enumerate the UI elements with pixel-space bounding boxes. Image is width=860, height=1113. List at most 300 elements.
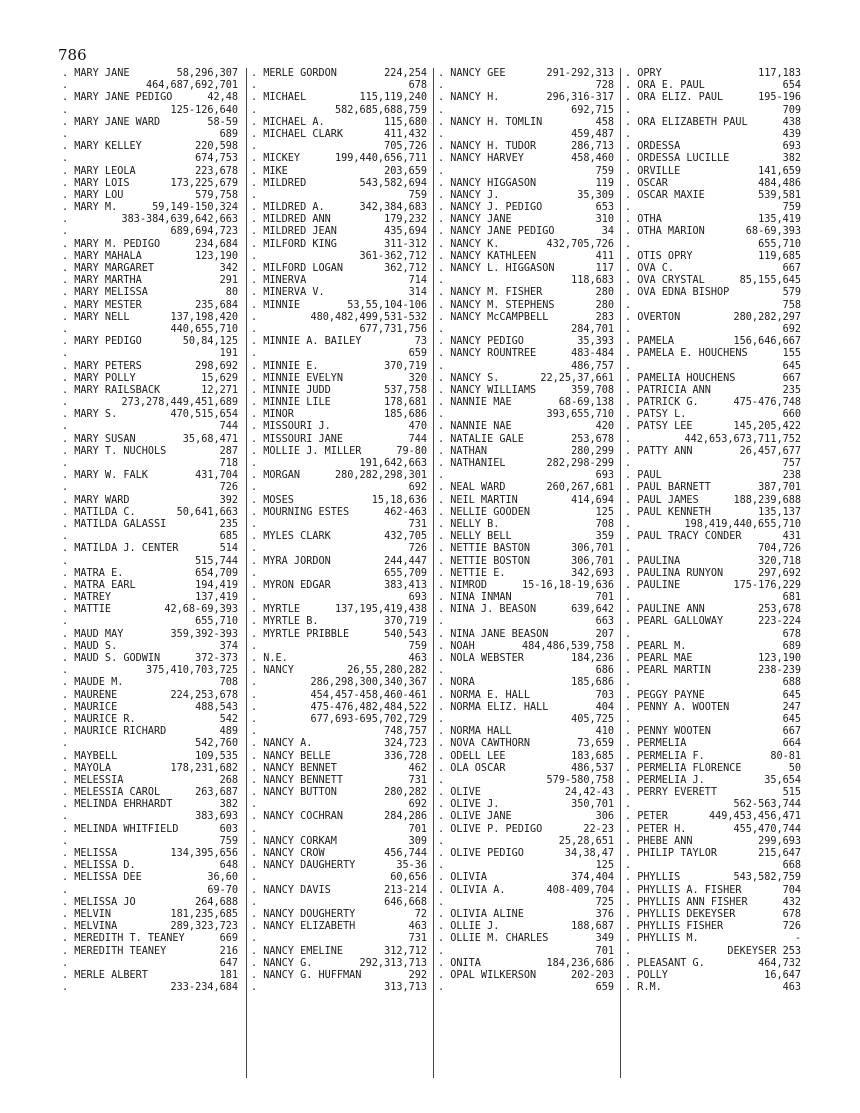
index-entry — [438, 141, 614, 153]
entry-name: . — [625, 299, 632, 311]
entry-name: . NORMA E. HALL — [438, 689, 531, 701]
entry-pages: 454,457-458,460-461 — [310, 689, 427, 701]
entry-name: . MAYOLA — [62, 762, 112, 774]
entry-pages: 677,693-695,702,729 — [310, 713, 427, 725]
entry-pages: 655,710 — [758, 238, 801, 250]
index-entry — [625, 653, 801, 665]
entry-name: . NANCY M. FISHER — [438, 287, 543, 299]
entry-pages: 692 — [408, 482, 427, 494]
index-entry — [438, 421, 614, 433]
entry-name: . OSCAR MAXIE — [625, 189, 705, 201]
index-entry — [62, 80, 238, 92]
entry-pages: 195-196 — [758, 92, 801, 104]
entry-name: . NANCY JANE — [438, 214, 512, 226]
index-entry — [438, 531, 614, 543]
entry-name: . — [62, 104, 69, 116]
entry-pages: 655,710 — [195, 616, 238, 628]
entry-name: . MELESSIA — [62, 774, 124, 786]
entry-name: . MELISSA DEE — [62, 872, 142, 884]
index-entry — [62, 92, 238, 104]
index-entry — [438, 482, 614, 494]
entry-pages: 442,653,673,711,752 — [684, 433, 801, 445]
entry-name: . — [625, 360, 632, 372]
entry-name: . MYRTLE PRIBBLE — [251, 628, 350, 640]
entry-name: . MICHAEL A. — [251, 116, 325, 128]
index-entry — [625, 68, 801, 80]
entry-pages: 50 — [788, 762, 801, 774]
entry-name: . — [251, 518, 258, 530]
entry-pages: 370,719 — [384, 616, 427, 628]
index-entry — [438, 153, 614, 165]
entry-name: . NATHANIEL — [438, 458, 506, 469]
entry-name: . ONITA — [438, 957, 481, 969]
entry-name: . — [62, 738, 69, 750]
entry-pages: 53,55,104-106 — [347, 299, 427, 311]
entry-pages: 273,278,449,451,689 — [121, 397, 238, 409]
entry-pages: 647 — [219, 957, 238, 969]
index-entry — [625, 263, 801, 275]
entry-pages: 759 — [595, 165, 614, 177]
entry-name: . — [251, 640, 258, 652]
entry-name: . NANCY BENNET — [251, 762, 337, 774]
entry-pages: 404 — [595, 701, 614, 713]
entry-name: . PETER — [625, 811, 668, 823]
entry-pages: 475-476,748 — [733, 397, 801, 409]
entry-pages: 645 — [782, 713, 801, 725]
entry-pages: 374,404 — [571, 872, 614, 884]
entry-pages: 115,680 — [384, 116, 427, 128]
entry-pages: 744 — [408, 433, 427, 445]
entry-name: . ORA E. PAUL — [625, 80, 705, 92]
entry-pages: 375,410,703,725 — [145, 665, 238, 677]
index-entry — [438, 580, 614, 592]
entry-pages: 709 — [782, 104, 801, 116]
entry-pages: 223-224 — [758, 616, 801, 628]
index-entry — [438, 629, 614, 641]
index-entry — [62, 166, 238, 178]
entry-pages: 324,723 — [384, 738, 427, 750]
entry-name: . NANCY HIGGASON — [438, 177, 537, 189]
entry-pages: 376 — [595, 908, 614, 920]
entry-pages: 117,183 — [758, 68, 801, 79]
entry-name: . NANCY S. — [438, 372, 500, 384]
entry-pages: 298,692 — [195, 360, 238, 372]
entry-pages: 432,705,726 — [546, 238, 614, 250]
entry-pages: 372-373 — [195, 653, 238, 664]
entry-name: . MAYBELL — [62, 750, 118, 762]
entry-pages: 235 — [782, 384, 801, 396]
entry-name: . — [438, 275, 445, 287]
entry-pages: 515 — [782, 787, 801, 799]
index-entry — [438, 946, 614, 958]
index-entry — [251, 824, 427, 836]
entry-name: . NANCY BUTTON — [251, 787, 337, 799]
index-entry — [438, 105, 614, 117]
entry-pages: 135,419 — [758, 214, 801, 226]
index-entry — [438, 361, 614, 373]
entry-name: . MELINDA WHITFIELD — [62, 823, 179, 835]
entry-name: . — [62, 616, 69, 628]
entry-pages: 191 — [219, 348, 238, 360]
entry-name: . PHYLLIS M. — [625, 933, 699, 945]
entry-name: . PAUL — [625, 470, 662, 482]
entry-pages: 194,419 — [195, 579, 238, 591]
entry-name: . NELLY BELL — [438, 531, 512, 543]
index-entry — [62, 336, 238, 348]
index-entry — [438, 885, 614, 897]
index-entry — [62, 507, 238, 519]
entry-name: . — [625, 543, 632, 555]
entry-name: . — [625, 860, 632, 872]
entry-name: . — [62, 531, 69, 543]
index-entry — [251, 300, 427, 312]
entry-name: . NOLA WEBSTER — [438, 653, 524, 664]
entry-pages: 653 — [595, 202, 614, 214]
entry-name: . NANCY H. — [438, 92, 500, 104]
entry-pages: 247 — [782, 701, 801, 713]
index-entry — [251, 361, 427, 373]
entry-pages: 178,681 — [384, 397, 427, 409]
index-entry — [62, 641, 238, 653]
index-entry — [251, 604, 427, 616]
index-entry — [62, 117, 238, 129]
index-entry — [625, 92, 801, 104]
entry-pages: 359,708 — [571, 384, 614, 396]
entry-pages: 59,149-150,324 — [152, 202, 238, 214]
entry-pages: 579 — [782, 287, 801, 299]
entry-pages: 306,701 — [571, 555, 614, 567]
entry-pages: 188,239,688 — [733, 494, 801, 506]
entry-pages: 73 — [414, 336, 427, 348]
entry-pages: 115,119,240 — [359, 92, 427, 104]
index-entry — [251, 872, 427, 884]
entry-name: . PERMELIA F. — [625, 750, 705, 762]
index-entry — [625, 726, 801, 738]
index-entry — [438, 166, 614, 178]
entry-name: . OLIVE P. PEDIGO — [438, 823, 543, 835]
entry-name: . MINNIE JUDD — [251, 384, 331, 396]
entry-pages: 216 — [219, 945, 238, 957]
index-entry — [625, 909, 801, 921]
entry-name: . — [625, 945, 632, 957]
entry-name: . MINNIE E. — [251, 360, 319, 372]
index-entry — [251, 214, 427, 226]
index-entry — [438, 848, 614, 860]
entry-pages: 692 — [782, 323, 801, 335]
index-entry — [438, 702, 614, 714]
entry-pages: 179,232 — [384, 214, 427, 226]
entry-pages: 26,55,280,282 — [347, 665, 427, 677]
index-entry — [625, 312, 801, 324]
entry-name: . MILFORD KING — [251, 238, 337, 250]
entry-name: . — [438, 860, 445, 872]
entry-pages: 73,659 — [577, 738, 614, 750]
index-entry — [625, 129, 801, 141]
entry-name: . OLA OSCAR — [438, 762, 506, 774]
entry-pages: 714 — [408, 275, 427, 287]
index-entry — [625, 970, 801, 982]
index-entry — [438, 92, 614, 104]
entry-pages: 253,678 — [571, 433, 614, 445]
index-entry — [251, 312, 427, 324]
index-entry — [251, 653, 427, 665]
index-entry — [251, 105, 427, 117]
index-entry — [62, 738, 238, 750]
entry-pages: 253,678 — [758, 604, 801, 616]
entry-pages: 480,482,499,531-532 — [310, 311, 427, 323]
entry-pages: 470,515,654 — [170, 409, 238, 421]
entry-pages: 731 — [408, 518, 427, 530]
index-entry — [62, 239, 238, 251]
index-entry — [438, 226, 614, 238]
entry-pages: 374 — [219, 640, 238, 652]
entry-pages: 198,419,440,655,710 — [684, 518, 801, 530]
entry-name: . — [251, 104, 258, 116]
entry-name: . PAUL KENNETH — [625, 506, 711, 518]
entry-name: . MARY POLLY — [62, 372, 136, 384]
entry-name: . MARY JANE — [62, 68, 130, 79]
index-entry — [625, 287, 801, 299]
entry-pages: 562-563,744 — [733, 799, 801, 811]
entry-pages: 489 — [219, 726, 238, 738]
index-entry — [62, 153, 238, 165]
entry-name: . OPAL WILKERSON — [438, 969, 537, 981]
index-entry — [251, 677, 427, 689]
entry-name: . MARY MARGARET — [62, 263, 155, 274]
entry-name: . MARY MELISSA — [62, 287, 148, 299]
entry-pages: 359,392-393 — [170, 628, 238, 640]
entry-name: . N.E. — [251, 653, 288, 664]
entry-name: . MELVIN — [62, 908, 112, 920]
entry-pages: 181,235,685 — [170, 908, 238, 920]
index-entry — [251, 385, 427, 397]
entry-name: . MAURICE RICHARD — [62, 726, 167, 738]
entry-name: . MOURNING ESTES — [251, 506, 350, 518]
index-entry — [438, 958, 614, 970]
entry-pages: 681 — [782, 592, 801, 604]
index-entry — [438, 568, 614, 580]
index-entry — [625, 458, 801, 470]
entry-name: . NETTIE BOSTON — [438, 555, 531, 567]
entry-name: . MELESSIA CAROL — [62, 787, 161, 799]
entry-pages: 235,684 — [195, 299, 238, 311]
entry-pages: 137,419 — [195, 592, 238, 604]
index-entry — [62, 714, 238, 726]
entry-pages: 224,253,678 — [170, 689, 238, 701]
entry-pages: 659 — [408, 348, 427, 360]
entry-name: . MYRON EDGAR — [251, 579, 331, 591]
entry-pages: 701 — [595, 945, 614, 957]
index-entry — [438, 507, 614, 519]
index-entry — [625, 385, 801, 397]
entry-name: . PAUL BARNETT — [625, 482, 711, 494]
entry-pages: 280,299 — [571, 445, 614, 457]
entry-pages: 674,753 — [195, 153, 238, 165]
entry-pages: 280 — [595, 287, 614, 299]
entry-name: . — [625, 458, 632, 469]
entry-name: . — [251, 543, 258, 555]
index-entry — [625, 604, 801, 616]
entry-pages: 58,296,307 — [176, 68, 238, 79]
entry-pages: 359 — [595, 531, 614, 543]
entry-pages: 463 — [782, 982, 801, 994]
index-entry — [438, 897, 614, 909]
entry-name: . — [625, 799, 632, 811]
index-entry — [625, 495, 801, 507]
entry-pages: 689 — [782, 640, 801, 652]
entry-name: . — [251, 323, 258, 335]
entry-name: . — [251, 982, 258, 994]
index-entry — [251, 507, 427, 519]
entry-name: . NANCY CORKAM — [251, 835, 337, 847]
entry-name: . PATRICK G. — [625, 397, 699, 409]
entry-name: . MARY M. — [62, 202, 118, 214]
entry-name: . — [438, 104, 445, 116]
entry-name: . — [625, 677, 632, 689]
entry-name: . — [438, 713, 445, 725]
entry-name: . MINNIE EVELYN — [251, 372, 344, 384]
index-entry — [438, 434, 614, 446]
entry-name: . — [62, 665, 69, 677]
entry-pages: 659 — [595, 982, 614, 994]
entry-pages: 60,656 — [390, 872, 427, 884]
entry-pages: 50,84,125 — [182, 336, 238, 348]
entry-pages: 449,453,456,471 — [708, 811, 801, 823]
index-entry — [62, 848, 238, 860]
entry-pages: 123,190 — [758, 653, 801, 664]
entry-name: . NINA INMAN — [438, 592, 512, 604]
entry-pages: 25,28,651 — [558, 835, 614, 847]
index-entry — [438, 836, 614, 848]
index-entry — [251, 421, 427, 433]
entry-pages: 292,313,713 — [359, 957, 427, 969]
index-entry — [251, 556, 427, 568]
entry-name: . NANCY L. HIGGASON — [438, 263, 555, 274]
entry-name: . NATALIE GALE — [438, 433, 524, 445]
entry-name: . MINOR — [251, 409, 294, 421]
entry-pages: 728 — [595, 80, 614, 92]
entry-pages: 284,286 — [384, 811, 427, 823]
entry-pages: 463 — [408, 921, 427, 933]
index-entry — [625, 677, 801, 689]
page-number: 786 — [58, 46, 87, 64]
entry-name: . — [251, 872, 258, 884]
entry-pages: 405,725 — [571, 713, 614, 725]
entry-pages: 667 — [782, 726, 801, 738]
entry-pages: 759 — [219, 835, 238, 847]
entry-name: . MATREY — [62, 592, 112, 604]
index-entry — [251, 897, 427, 909]
index-entry — [438, 470, 614, 482]
entry-name: . PLEASANT G. — [625, 957, 705, 969]
index-entry — [251, 263, 427, 275]
index-entry — [438, 775, 614, 787]
index-entry — [62, 129, 238, 141]
entry-name: . OLIVIA ALINE — [438, 908, 524, 920]
entry-pages: 692 — [408, 799, 427, 811]
index-entry — [438, 933, 614, 945]
entry-pages: DEKEYSER 253 — [727, 945, 801, 957]
entry-name: . MICKEY — [251, 153, 301, 165]
entry-pages: 306 — [595, 811, 614, 823]
entry-pages: 689 — [219, 128, 238, 140]
index-entry — [625, 763, 801, 775]
index-entry — [625, 239, 801, 251]
entry-pages: 117 — [595, 263, 614, 274]
entry-pages: 748,757 — [384, 726, 427, 738]
entry-name: . — [62, 884, 69, 896]
entry-name: . OLLIE M. CHARLES — [438, 933, 549, 945]
index-entry — [438, 738, 614, 750]
entry-name: . NANCY G. — [251, 957, 313, 969]
index-entry — [62, 799, 238, 811]
entry-name: . OLIVIA — [438, 872, 488, 884]
entry-pages: 268 — [219, 774, 238, 786]
entry-pages: 420 — [595, 421, 614, 433]
index-entry — [438, 409, 614, 421]
entry-name: . MYRTLE — [251, 604, 301, 616]
entry-name: . MERLE ALBERT — [62, 969, 148, 981]
entry-pages: 603 — [219, 823, 238, 835]
entry-pages: 383,413 — [384, 579, 427, 591]
index-entry — [62, 958, 238, 970]
index-entry — [438, 726, 614, 738]
entry-name: . MARY LOIS — [62, 177, 130, 189]
index-entry — [438, 202, 614, 214]
index-entry — [251, 336, 427, 348]
entry-name: . MARY LEOLA — [62, 165, 136, 177]
entry-name: . — [62, 397, 69, 409]
index-entry — [438, 641, 614, 653]
entry-pages: 233-234,684 — [170, 982, 238, 994]
entry-name: . OLIVE PEDIGO — [438, 848, 524, 859]
entry-name: . PETER H. — [625, 823, 687, 835]
entry-pages: 462 — [408, 762, 427, 774]
entry-pages: 155 — [782, 348, 801, 360]
entry-pages: 119 — [595, 177, 614, 189]
entry-name: . MAUD S. — [62, 640, 118, 652]
index-entry — [251, 129, 427, 141]
index-entry — [625, 641, 801, 653]
index-entry — [625, 434, 801, 446]
index-entry — [251, 373, 427, 385]
entry-pages: 432,705 — [384, 531, 427, 543]
entry-name: . — [251, 799, 258, 811]
entry-pages: 439 — [782, 128, 801, 140]
entry-name: . — [62, 153, 69, 165]
entry-pages: 411 — [595, 250, 614, 262]
entry-name: . — [438, 982, 445, 994]
entry-pages: 291-292,313 — [546, 68, 614, 79]
index-entry — [251, 702, 427, 714]
entry-pages: 235 — [219, 518, 238, 530]
index-entry — [625, 190, 801, 202]
index-entry — [625, 421, 801, 433]
entry-name: . MARY WARD — [62, 494, 130, 506]
index-entry — [438, 665, 614, 677]
entry-pages: 34,38,47 — [564, 848, 614, 859]
index-entry — [62, 68, 238, 80]
index-entry — [251, 763, 427, 775]
entry-name: . MARY KELLEY — [62, 141, 142, 153]
entry-name: . NANCY J. — [438, 189, 500, 201]
entry-name: . — [251, 823, 258, 835]
index-entry — [625, 690, 801, 702]
index-entry — [62, 287, 238, 299]
index-entry — [625, 799, 801, 811]
index-entry — [625, 507, 801, 519]
entry-pages: 191,642,663 — [359, 458, 427, 469]
